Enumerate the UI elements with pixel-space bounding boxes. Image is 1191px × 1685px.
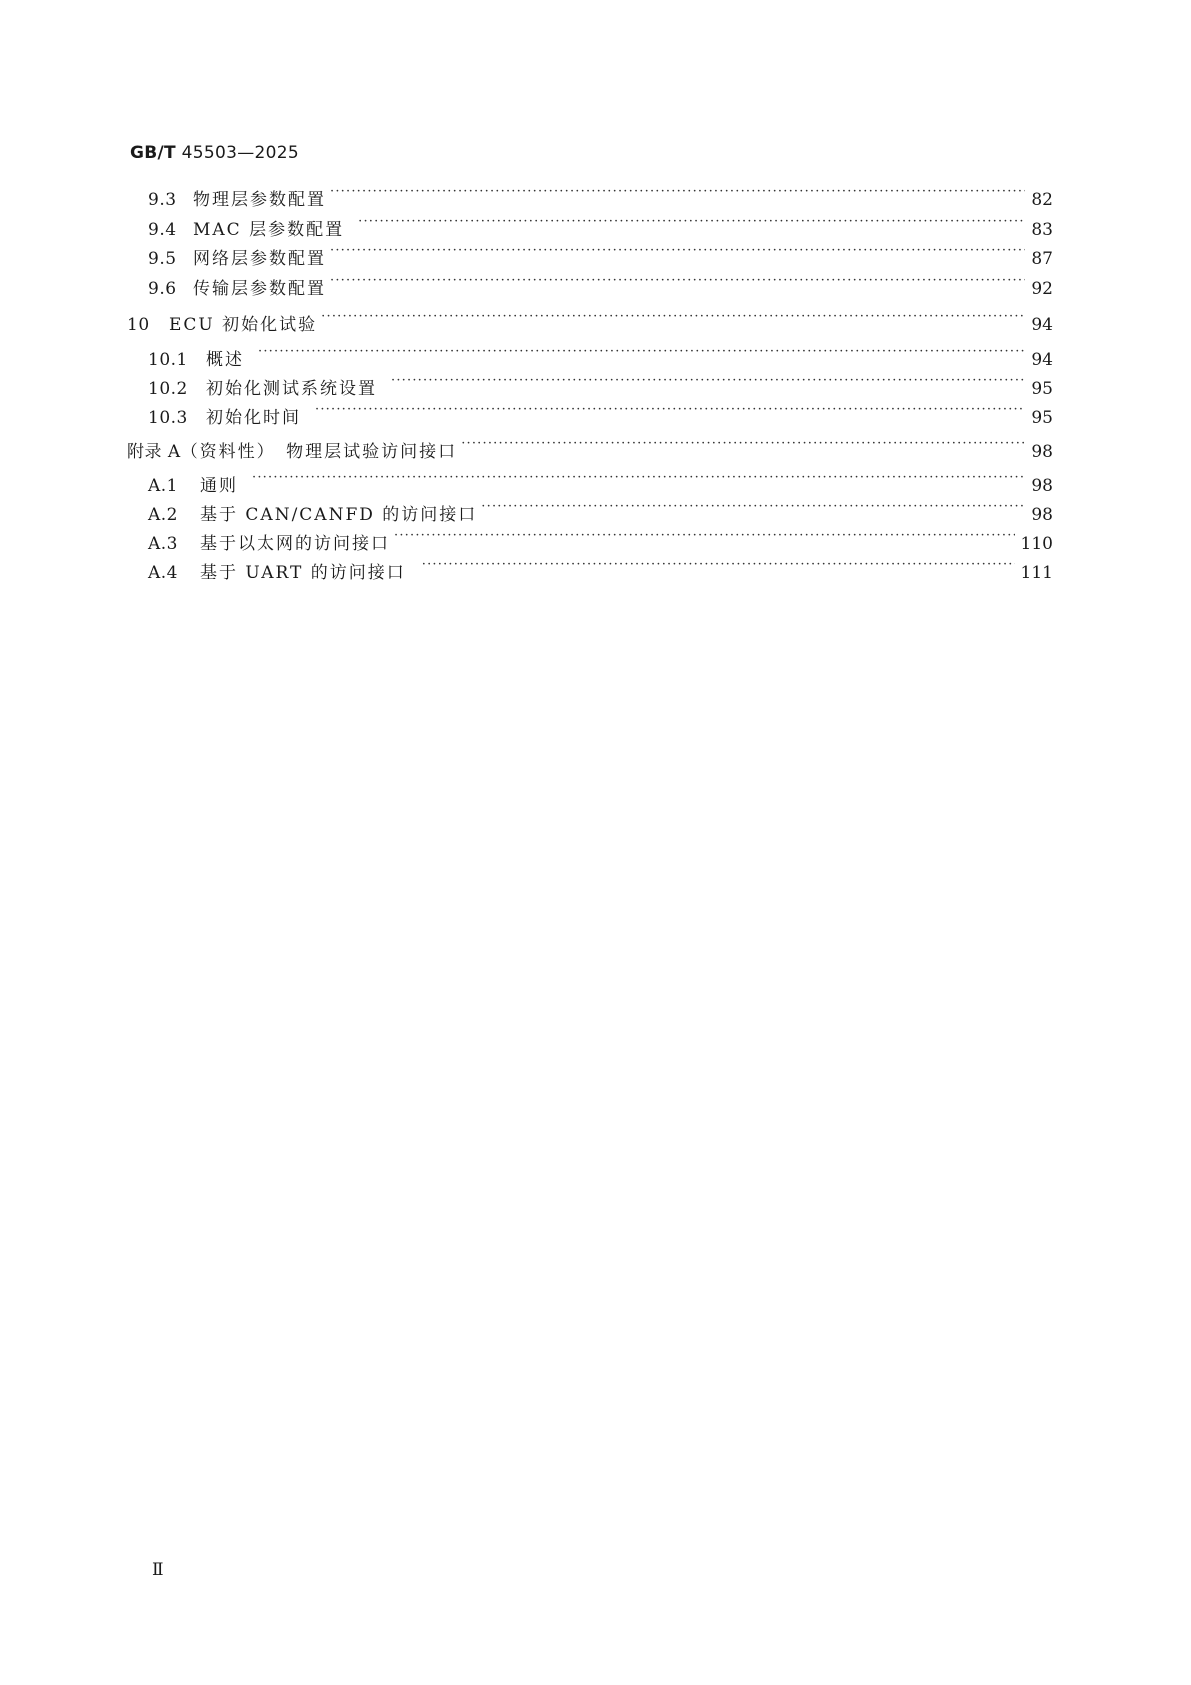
toc-entry-number: 10.2 [148, 379, 188, 399]
toc-entry-title: （资料性） 物理层试验访问接口 [180, 442, 458, 462]
toc-entry-page: 110 [1020, 534, 1053, 554]
toc-entry-page: 82 [1031, 190, 1053, 210]
toc-dot-leader [481, 498, 1025, 520]
toc-entry-page: 94 [1031, 350, 1053, 370]
toc-entry-title: 概述 [206, 350, 244, 370]
page-number: Ⅱ [152, 1560, 164, 1580]
toc-entry-title: 物理层参数配置 [193, 190, 326, 210]
toc-entry-number: 10.1 [148, 350, 188, 370]
toc-dot-leader [330, 242, 1025, 264]
toc-entry-10-3[interactable] [148, 401, 1053, 429]
toc-entry-page: 111 [1020, 563, 1053, 583]
toc-entry-page: 83 [1031, 220, 1053, 240]
toc-entry-page: 87 [1031, 249, 1053, 269]
toc-entry-number: A.1 [148, 476, 178, 496]
toc-entry-number: 9.3 [148, 190, 177, 210]
toc-dot-leader [252, 469, 1025, 491]
toc-entry-9-4[interactable] [148, 213, 1053, 241]
toc-entry-title: 传输层参数配置 [193, 279, 326, 299]
toc-entry-number: 9.4 [148, 220, 177, 240]
toc-entry-number: 10.3 [148, 408, 188, 428]
toc-entry-title: 基于 UART 的访问接口 [200, 563, 406, 583]
toc-entry-a-4[interactable] [148, 556, 1053, 584]
toc-entry-title: MAC 层参数配置 [193, 220, 345, 240]
toc-entry-title: 网络层参数配置 [193, 249, 326, 269]
standard-code-number: 45503—2025 [181, 143, 299, 163]
toc-entry-title: 基于以太网的访问接口 [200, 534, 390, 554]
toc-entry-title: 初始化时间 [206, 408, 301, 428]
toc-entry-number: 9.5 [148, 249, 177, 269]
toc-entry-10-2[interactable] [148, 372, 1053, 400]
toc-dot-leader [391, 372, 1025, 394]
toc-entry-number: A.3 [148, 534, 178, 554]
toc-entry-number: 附录 A [127, 442, 181, 462]
toc-entry-page: 95 [1031, 408, 1053, 428]
toc-dot-leader [422, 556, 1015, 578]
toc-dot-leader [394, 527, 1015, 549]
toc-entry-page: 98 [1031, 442, 1053, 462]
toc-dot-leader [358, 213, 1025, 235]
toc-dot-leader [330, 272, 1025, 294]
toc-entry-title: 初始化测试系统设置 [206, 379, 377, 399]
toc-entry-number: A.4 [148, 563, 178, 583]
toc-entry-title: 基于 CAN/CANFD 的访问接口 [200, 505, 478, 525]
toc-dot-leader [321, 308, 1025, 330]
toc-entry-a-3[interactable] [148, 527, 1053, 555]
toc-entry-title: ECU 初始化试验 [169, 315, 318, 335]
toc-entry-appendix-a[interactable] [127, 435, 1053, 463]
toc-entry-page: 95 [1031, 379, 1053, 399]
toc-entry-9-6[interactable] [148, 272, 1053, 300]
toc-entry-page: 98 [1031, 505, 1053, 525]
toc-dot-leader [258, 343, 1025, 365]
toc-dot-leader [315, 401, 1025, 423]
toc-entry-9-5[interactable] [148, 242, 1053, 270]
toc-entry-number: 9.6 [148, 279, 177, 299]
toc-entry-10[interactable] [127, 308, 1053, 336]
toc-entry-9-3[interactable] [148, 183, 1053, 211]
toc-entry-page: 98 [1031, 476, 1053, 496]
toc-entry-a-1[interactable] [148, 469, 1053, 497]
toc-entry-page: 92 [1031, 279, 1053, 299]
toc-entry-title: 通则 [200, 476, 238, 496]
toc-entry-number: 10 [127, 315, 150, 335]
toc-entry-page: 94 [1031, 315, 1053, 335]
toc-dot-leader [330, 183, 1025, 205]
toc-entry-a-2[interactable] [148, 498, 1053, 526]
toc-entry-number: A.2 [148, 505, 178, 525]
standard-code-prefix: GB/T [130, 143, 176, 163]
toc-entry-10-1[interactable] [148, 343, 1053, 371]
toc-dot-leader [461, 435, 1025, 457]
